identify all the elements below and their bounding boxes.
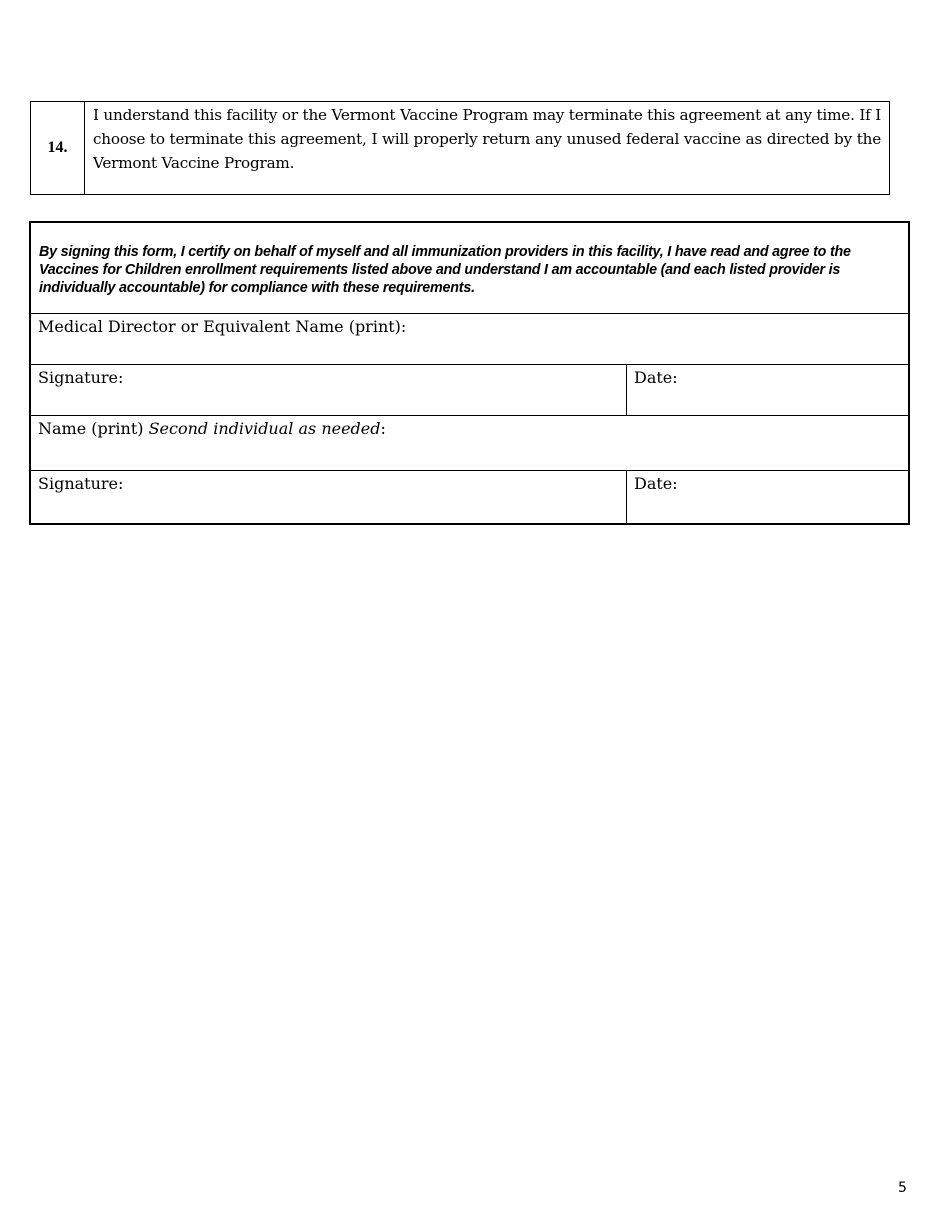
- medical-director-row: [31, 314, 908, 365]
- item-text: I understand this facility or the Vermont Vaccine Program may terminate this agreement at any time. If I choose to terminate this agreement, I will properly return any unused federal vaccine as directed by the Vermont Vaccine Program.: [93, 106, 881, 172]
- certification-statement: By signing this form, I certify on behalf of myself and all immunization providers in this facility, I have read and agree to the Vaccines for Children enrollment requirements listed above and understand I am accountable (and each listed provider is individually accountable) for compliance with these requirements.: [31, 223, 908, 314]
- item-number: 14.: [31, 102, 85, 194]
- page-number: 5: [898, 1180, 907, 1196]
- signature-field-2[interactable]: [31, 471, 627, 523]
- signature-label: Signature:: [38, 368, 124, 387]
- agreement-item-14: [30, 101, 890, 195]
- date-label: Date:: [634, 368, 678, 387]
- date-field-2[interactable]: [627, 471, 908, 523]
- signature-label: Signature:: [38, 474, 124, 493]
- second-individual-row: [31, 416, 908, 471]
- signature-row-1: [31, 365, 908, 416]
- second-individual-name-field[interactable]: [31, 416, 908, 470]
- signature-block: [29, 221, 910, 525]
- signature-row-2: [31, 471, 908, 523]
- second-name-colon: :: [380, 419, 386, 438]
- second-name-label: Name (print): [38, 419, 144, 438]
- medical-director-label: Medical Director or Equivalent Name (print):: [38, 317, 407, 336]
- second-name-note: Second individual as needed: [148, 419, 381, 438]
- medical-director-name-field[interactable]: [31, 314, 908, 364]
- date-label: Date:: [634, 474, 678, 493]
- signature-field-1[interactable]: [31, 365, 627, 415]
- date-field-1[interactable]: [627, 365, 908, 415]
